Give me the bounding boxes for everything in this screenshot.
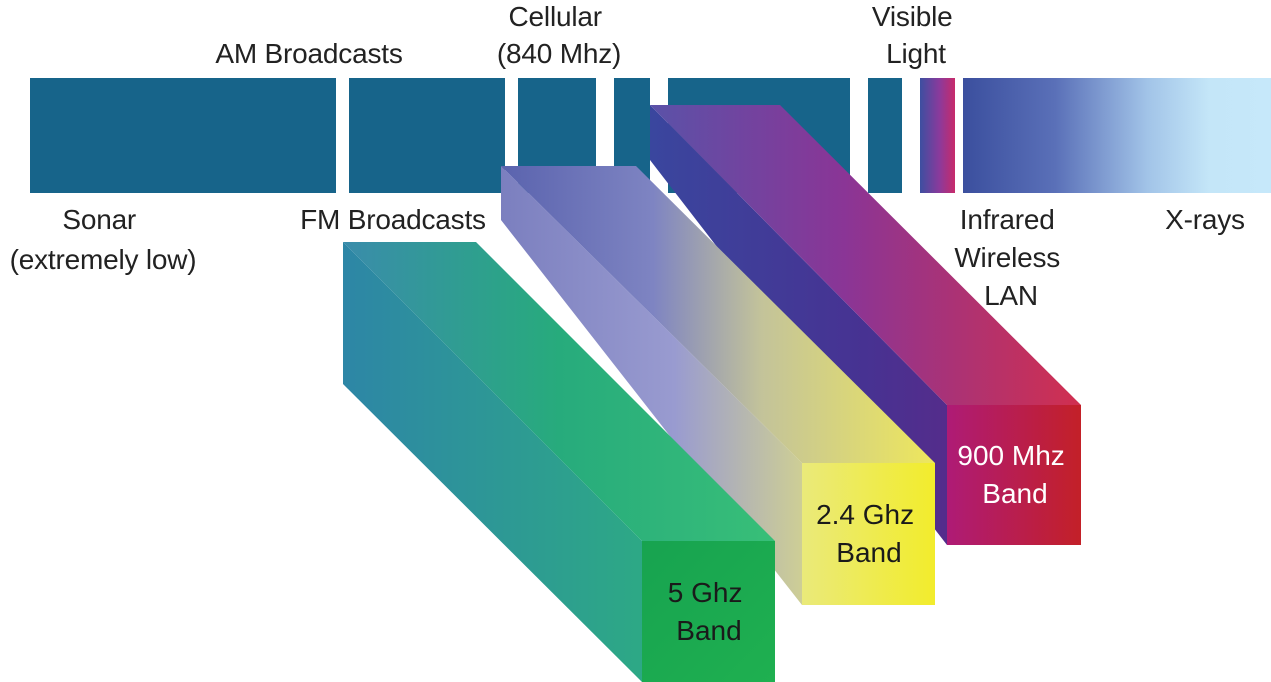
band-5ghz-label-line2: Band xyxy=(982,478,1048,509)
label-wireless: Wireless xyxy=(954,242,1061,273)
label-am-broadcasts: AM Broadcasts xyxy=(215,38,403,69)
label-fm-broadcasts: FM Broadcasts xyxy=(300,204,486,235)
band-900mhz-label-line2: Band xyxy=(676,615,742,646)
spectrum-segment-am-fm xyxy=(349,78,505,193)
svg-text:Visible Light xyxy=(872,1,960,69)
label-lan: LAN xyxy=(984,280,1038,311)
band-900mhz-front xyxy=(642,541,775,682)
spectrum-segment-visible-light xyxy=(920,78,955,193)
svg-text:Infrared Wireless LAN xyxy=(954,204,1067,311)
spectrum-segment-high xyxy=(868,78,902,193)
band-900mhz-label-line1: 5 Ghz xyxy=(667,577,743,608)
band-5ghz-label-line1: 900 Mhz xyxy=(957,440,1065,471)
label-cellular: Cellular xyxy=(508,1,602,32)
svg-text:Cellular (840 Mhz) xyxy=(497,1,621,69)
label-cellular-detail: (840 Mhz) xyxy=(496,38,622,69)
band-2-4ghz-front xyxy=(802,463,935,605)
band-2-4ghz-label-line1: 2.4 Ghz xyxy=(816,499,915,530)
label-sonar-detail: (extremely low) xyxy=(9,244,197,275)
band-5ghz-front xyxy=(947,405,1081,545)
svg-text:Sonar (extremely low) xyxy=(10,204,197,275)
label-sonar: Sonar xyxy=(62,204,137,235)
label-infrared: Infrared xyxy=(959,204,1055,235)
spectrum-segment-xrays xyxy=(963,78,1271,193)
label-light: Light xyxy=(886,38,946,69)
label-visible: Visible xyxy=(871,1,953,32)
label-xrays: X-rays xyxy=(1165,204,1245,235)
band-2-4ghz-label-line2: Band xyxy=(836,537,902,568)
spectrum-segment-sonar xyxy=(30,78,336,193)
